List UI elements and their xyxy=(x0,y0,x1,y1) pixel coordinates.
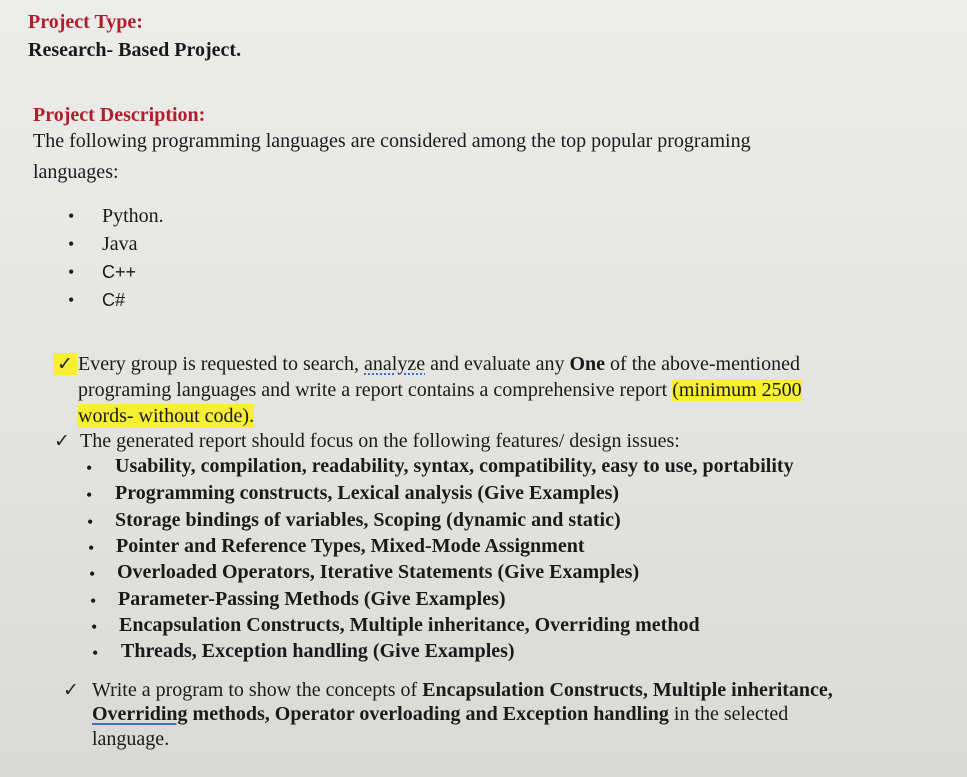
feature-item: Encapsulation Constructs, Multiple inheritance, Overriding method xyxy=(119,614,700,636)
task3-line-2: Overriding methods, Operator overloading and Exception handling in the selected xyxy=(92,703,789,725)
task1-line-1: Every group is requested to search, analyze and evaluate any One of the above-mentioned xyxy=(78,353,800,375)
project-description-heading: Project Description: xyxy=(33,104,206,126)
checkmark-icon: ✓ xyxy=(63,679,79,701)
checkmark-icon: ✓ xyxy=(53,353,77,375)
feature-item: Programming constructs, Lexical analysis (Give Examples) xyxy=(115,482,620,504)
bullet-icon: • xyxy=(92,643,99,663)
feature-item: Threads, Exception handling (Give Examples) xyxy=(121,640,515,662)
bullet-icon: • xyxy=(68,290,75,310)
task2-intro: The generated report should focus on the following features/ design issues: xyxy=(80,430,680,452)
bullet-icon: • xyxy=(86,485,93,505)
bullet-icon: • xyxy=(91,617,98,637)
project-type-value: Research- Based Project. xyxy=(28,39,242,61)
intro-line-2: languages: xyxy=(33,161,119,183)
task3-line-3: language. xyxy=(92,728,170,750)
bullet-icon: • xyxy=(89,564,96,584)
feature-item: Storage bindings of variables, Scoping (dynamic and static) xyxy=(115,509,621,531)
bullet-icon: • xyxy=(86,458,93,478)
bullet-icon: • xyxy=(68,262,75,282)
language-item: Python. xyxy=(102,205,164,227)
bullet-icon: • xyxy=(88,538,95,558)
feature-item: Usability, compilation, readability, syntax, compatibility, easy to use, portability xyxy=(115,455,794,477)
language-item: Java xyxy=(102,233,138,255)
language-item: C# xyxy=(102,290,126,310)
bullet-icon: • xyxy=(68,234,75,254)
feature-item: Parameter-Passing Methods (Give Examples) xyxy=(118,588,506,610)
bullet-icon: • xyxy=(68,206,75,226)
checkmark-icon: ✓ xyxy=(54,430,70,452)
language-item: C++ xyxy=(102,262,137,282)
task1-line-2: programing languages and write a report contains a comprehensive report (minimum 2500 xyxy=(78,379,802,401)
task3-line-1: Write a program to show the concepts of Encapsulation Constructs, Multiple inheritance, xyxy=(92,679,833,701)
intro-line-1: The following programming languages are considered among the top popular programing xyxy=(33,130,751,152)
feature-item: Overloaded Operators, Iterative Statements (Give Examples) xyxy=(117,561,640,583)
project-type-heading: Project Type: xyxy=(28,11,143,33)
task1-line-3: words- without code). xyxy=(78,405,255,427)
feature-item: Pointer and Reference Types, Mixed-Mode Assignment xyxy=(116,535,585,557)
bullet-icon: • xyxy=(90,591,97,611)
bullet-icon: • xyxy=(87,512,94,532)
